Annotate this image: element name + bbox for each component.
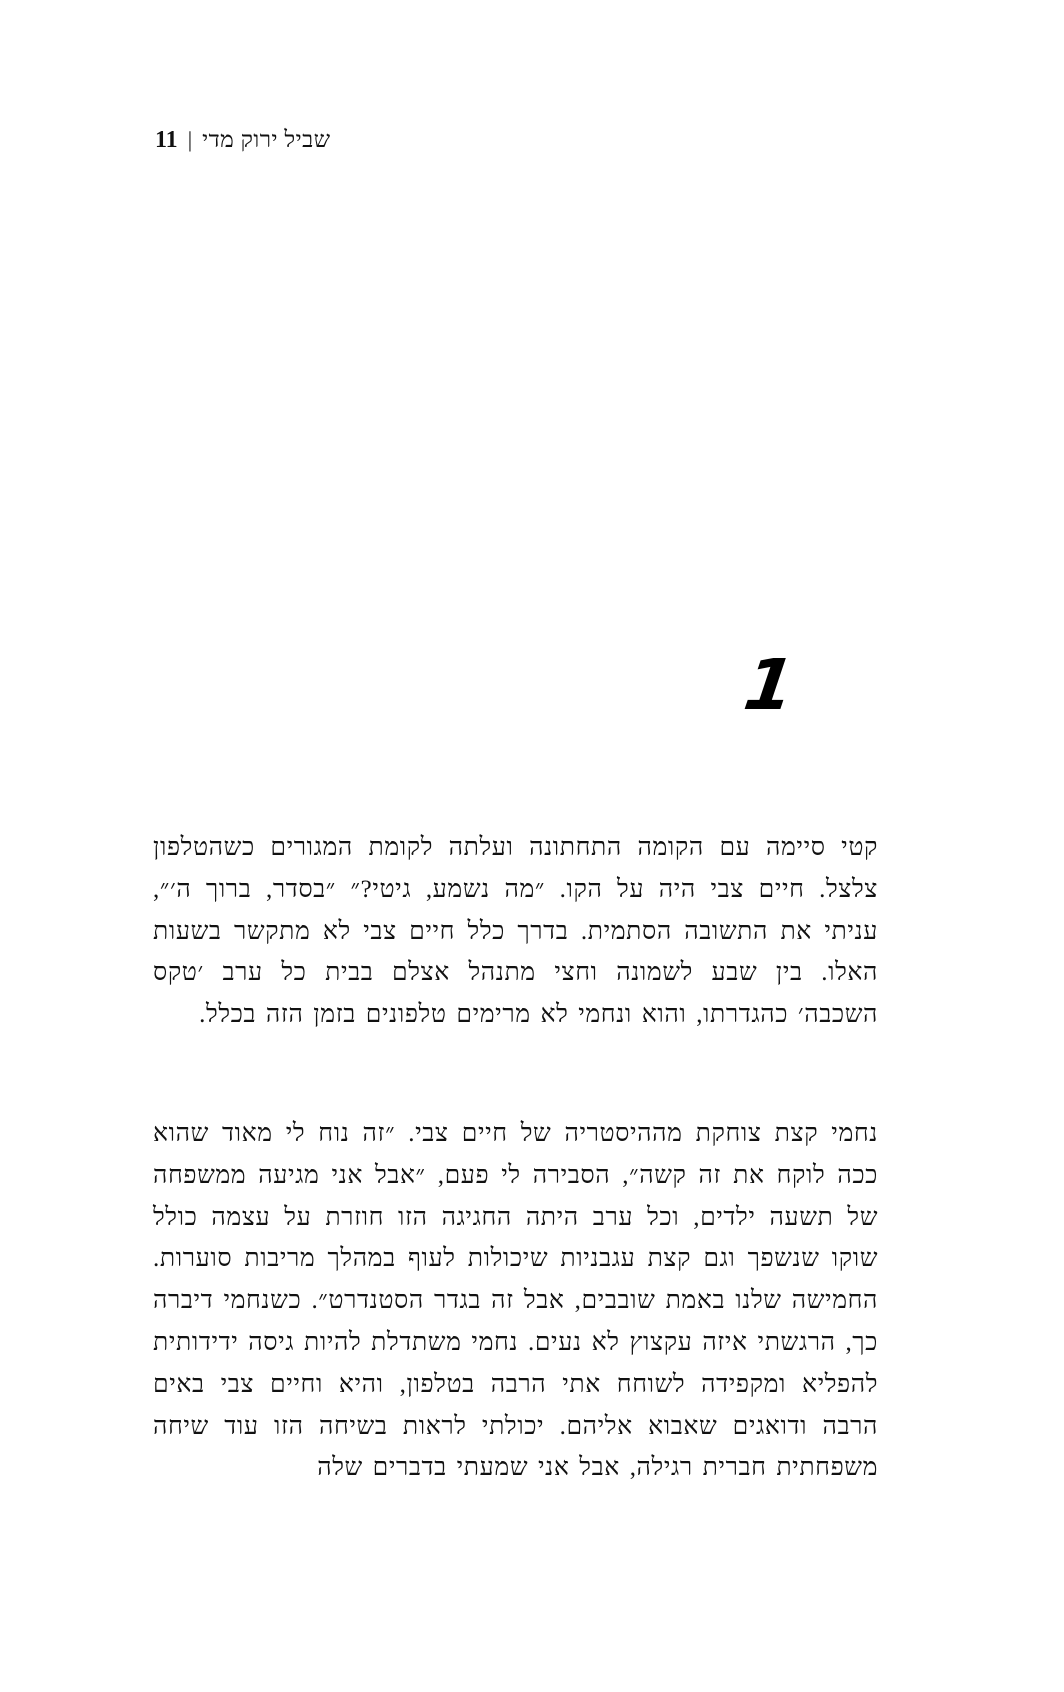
header-separator: | <box>187 127 193 152</box>
running-header <box>155 128 331 152</box>
book-title: שביל ירוק מדי <box>202 127 331 152</box>
paragraph-1: קטי סיימה עם הקומה התחתונה ועלתה לקומת המגורים כשהטלפון צלצל. חיים צבי היה על הקו. ״מה נשמע, גיטי?״ ״בסדר, ברוך ה׳״, עניתי את התשובה הסתמית. בדרך כלל חיים צבי לא מתקשר בשעות האלו. בין שבע לשמונה וחצי מתנהל אצלם בבית כל ערב ׳טקס השכבה׳ כהגדרתו, והוא ונחמי לא מרימים טלפונים בזמן הזה בכלל. <box>153 834 878 1029</box>
page-number: 11 <box>155 127 178 153</box>
chapter-number: 1 <box>739 644 800 726</box>
paragraph-2: נחמי קצת צוחקת מההיסטריה של חיים צבי. ״זה נוח לי מאוד שהוא ככה לוקח את זה קשה״, הסבירה לי פעם, ״אבל אני מגיעה ממשפחה של תשעה ילדים, וכל ערב היתה החגיגה הזו חוזרת על עצמה כולל שוקו שנשפך וגם קצת עגבניות שיכולות לעוף במהלך מריבות סוערות. החמישה שלנו באמת שובבים, אבל זה בגדר הסטנדרט״. כשנחמי דיברה כך, הרגשתי איזה עקצוץ לא נעים. נחמי משתדלת להיות גיסה ידידותית להפליא ומקפידה לשוחח אתי הרבה בטלפון, והיא וחיים צבי באים הרבה ודואגים שאבוא אליהם. יכולתי לראות בשיחה הזו עוד שיחה משפחתית חברית רגילה, אבל אני שמעתי בדברים שלה <box>153 1120 878 1482</box>
